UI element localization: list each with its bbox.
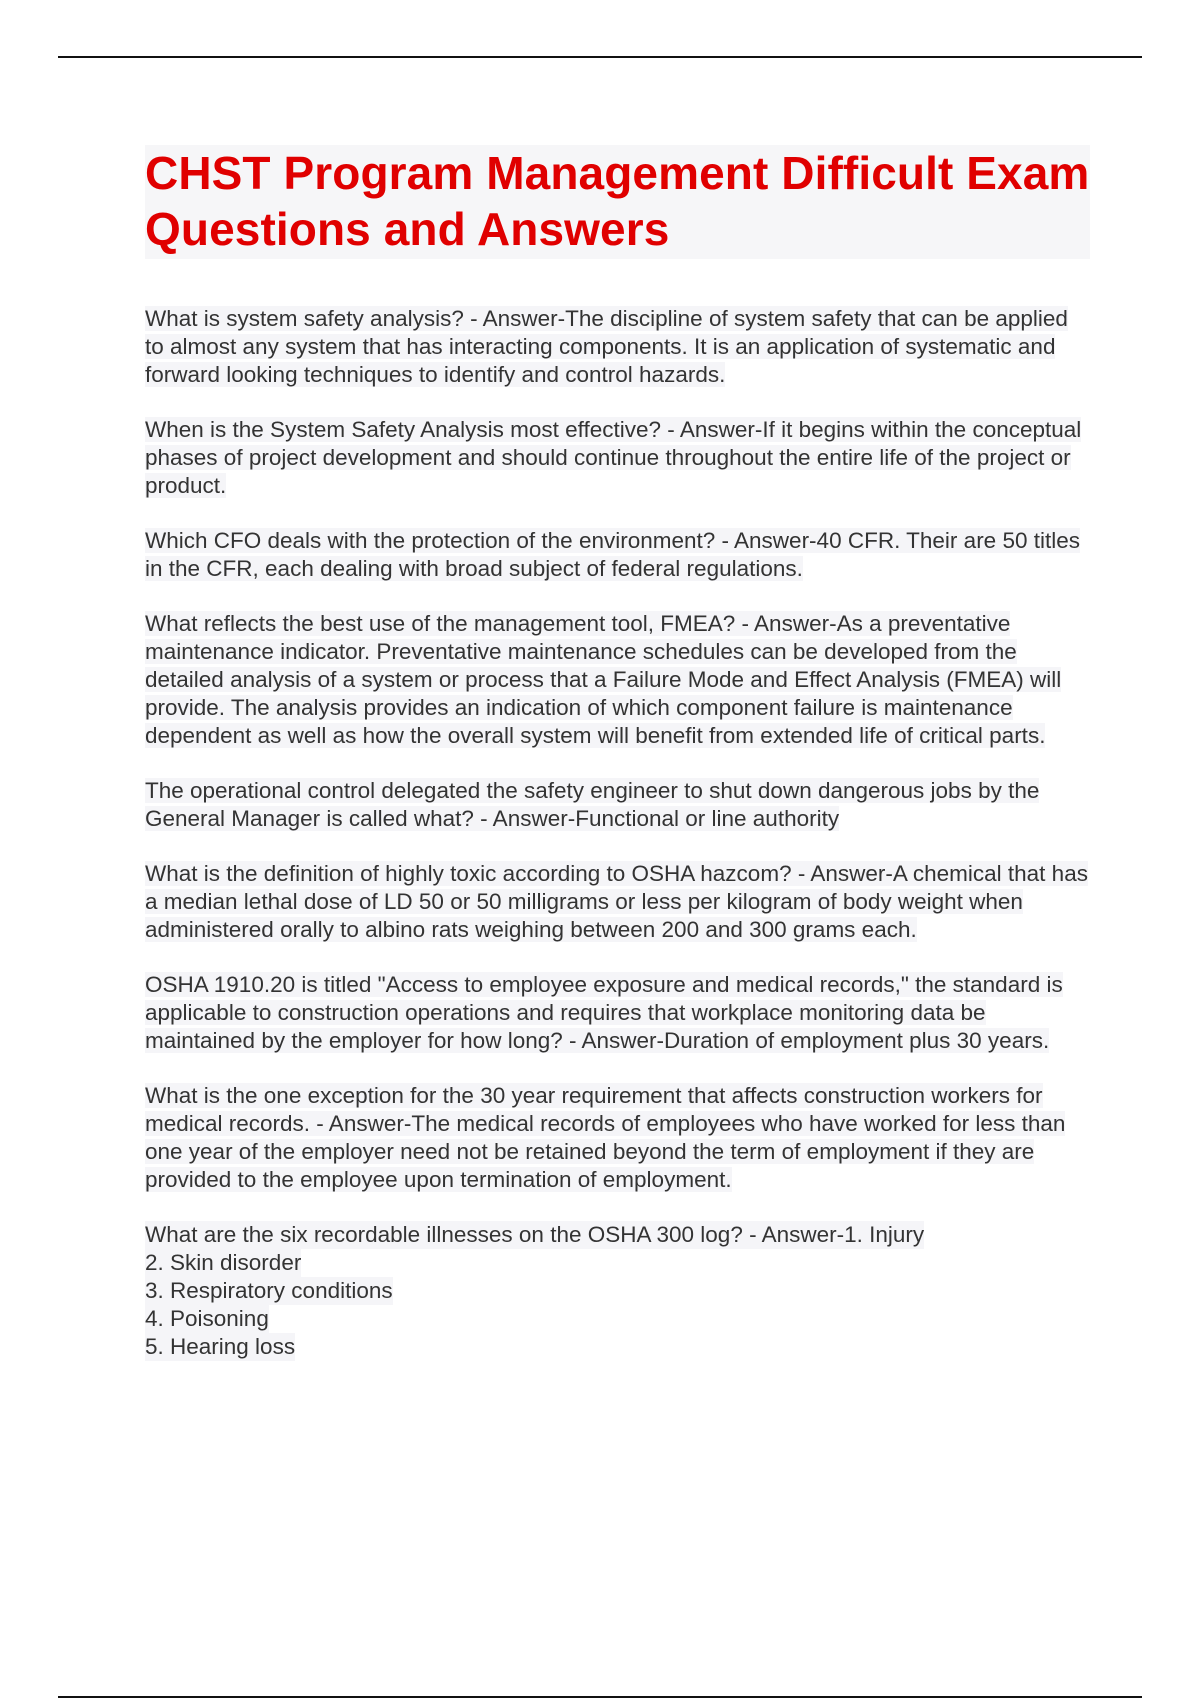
list-item: 4. Poisoning — [145, 1306, 269, 1331]
list-item: 5. Hearing loss — [145, 1334, 296, 1359]
qa-item — [145, 777, 1090, 833]
qa-question: What are the six recordable illnesses on the OSHA 300 log? - Answer-1. Injury — [145, 1222, 925, 1247]
qa-text: What is the one exception for the 30 year requirement that affects construction workers for medical records. - Answer-The medical records of employees who have worked for less than one year of the employer need not be retained beyond the term of employment if they are provided to the employee upon termination of employment. — [145, 1083, 1066, 1192]
qa-item — [145, 971, 1090, 1055]
document-title: CHST Program Management Difficult Exam Questions and Answers — [145, 147, 1090, 255]
title-block — [145, 145, 1090, 259]
bottom-rule — [58, 1696, 1142, 1698]
qa-text: What is the definition of highly toxic according to OSHA hazcom? - Answer-A chemical that has a median lethal dose of LD 50 or 50 milligrams or less per kilogram of body weight when administered orally to albino rats weighing between 200 and 300 grams each. — [145, 861, 1088, 942]
qa-item — [145, 860, 1090, 944]
list-item: 3. Respiratory conditions — [145, 1278, 393, 1303]
qa-item — [145, 610, 1090, 750]
qa-text: When is the System Safety Analysis most effective? - Answer-If it begins within the conceptual phases of project development and should continue throughout the entire life of the project or product. — [145, 417, 1082, 498]
qa-item — [145, 1082, 1090, 1194]
qa-list — [145, 305, 1090, 1361]
qa-item — [145, 416, 1090, 500]
qa-item — [145, 527, 1090, 583]
qa-item-recordable-illnesses — [145, 1221, 1090, 1361]
document-body — [145, 145, 1090, 1361]
qa-text: Which CFO deals with the protection of the environment? - Answer-40 CFR. Their are 50 titles in the CFR, each dealing with broad subject of federal regulations. — [145, 528, 1080, 581]
top-rule — [58, 56, 1142, 58]
qa-text: The operational control delegated the safety engineer to shut down dangerous jobs by the General Manager is called what? - Answer-Functional or line authority — [145, 778, 1040, 831]
list-item: 2. Skin disorder — [145, 1250, 302, 1275]
qa-text: What reflects the best use of the management tool, FMEA? - Answer-As a preventative maintenance indicator. Preventative maintenance schedules can be developed from the detailed analysis of a system or process that a Failure Mode and Effect Analysis (FMEA) will provide. The analysis provides an indication of which component failure is maintenance dependent as well as how the overall system will benefit from extended life of critical parts. — [145, 611, 1062, 748]
qa-text: What is system safety analysis? - Answer-The discipline of system safety that can be applied to almost any system that has interacting components. It is an application of systematic and forward looking techniques to identify and control hazards. — [145, 306, 1068, 387]
qa-text: OSHA 1910.20 is titled "Access to employee exposure and medical records," the standard is applicable to construction operations and requires that workplace monitoring data be maintained by the employer for how long? - Answer-Duration of employment plus 30 years. — [145, 972, 1063, 1053]
qa-item — [145, 305, 1090, 389]
